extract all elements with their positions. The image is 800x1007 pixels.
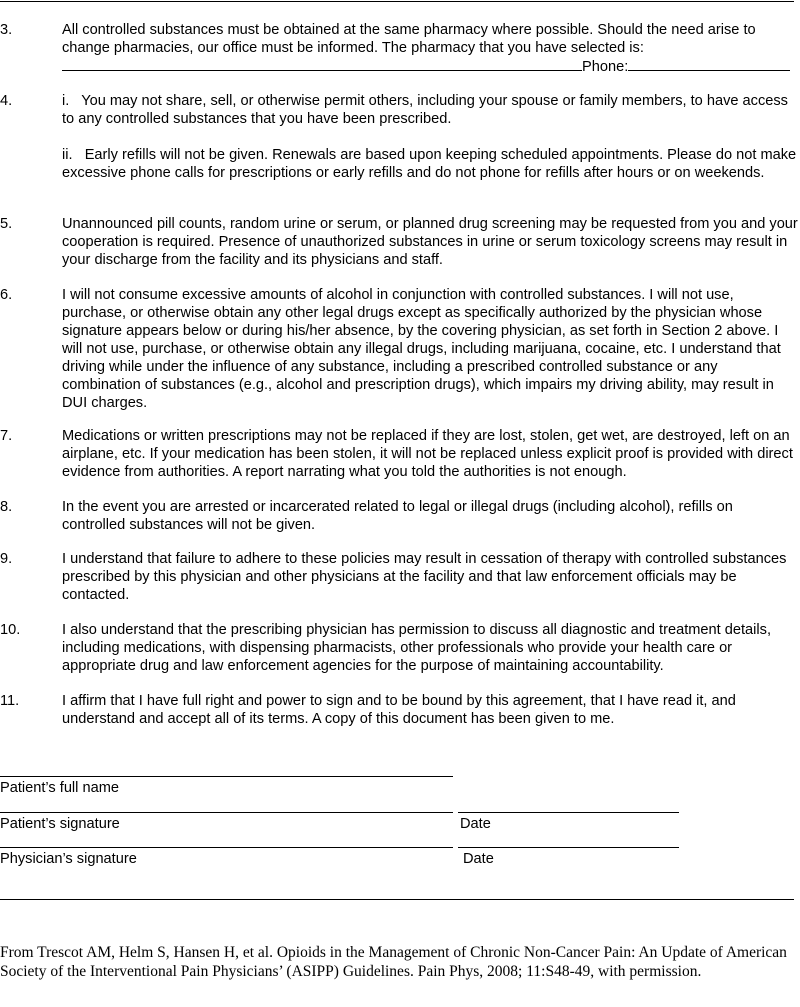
phone-label: Phone: (582, 59, 629, 75)
item-text: Medications or written prescriptions may not be replaced if they are lost, stolen, get wet, are destroyed, left on an airplane, etc. If your medication has been stolen, it will not be replaced unless explicit proof is provided with direct evidence from authorities. A report narrating what you told the authorities is not enough. (62, 428, 793, 480)
item-number: 6. (0, 287, 13, 303)
patient-name-label: Patient’s full name (0, 780, 119, 796)
item-number: 3. (0, 22, 13, 38)
item-text: Unannounced pill counts, random urine or serum, or planned drug screening may be requested from you and your cooperation is required. Presence of unauthorized substances in urine or serum toxicology screens may result in your discharge from the facility and its physicians and staff. (62, 216, 798, 268)
item-number: 10. (0, 622, 21, 638)
item-text: I will not consume excessive amounts of alcohol in conjunction with controlled substances. I will not use, purchase, or otherwise obtain any other legal drugs except as specifically authorized by the physician whose signature appears below or during his/her absence, by the covering physician, as set forth in Section 2 above. I will not use, purchase, or otherwise obtain any illegal drugs, including marijuana, cocaine, etc. I understand that driving while under the influence of any substance, including a prescribed controlled substance or any combination of substances (e.g., alcohol and prescription drugs), which impairs my driving ability, may result in DUI charges. (62, 287, 781, 411)
item-number: 7. (0, 428, 13, 444)
patient-date-label: Date (460, 816, 491, 832)
pharmacy-phone-row (62, 56, 800, 76)
patient-date-line[interactable] (458, 812, 679, 813)
item-number: 4. (0, 93, 13, 109)
item-text: I affirm that I have full right and power to sign and to be bound by this agreement, that I have read it, and understand and accept all of its terms. A copy of this document has been given to me. (62, 693, 736, 727)
patient-name-line[interactable] (0, 776, 453, 777)
item-text: In the event you are arrested or incarcerated related to legal or illegal drugs (including alcohol), refills on controlled substances will not be given. (62, 499, 733, 533)
item-text: All controlled substances must be obtained at the same pharmacy where possible. Should the need arise to change pharmacies, our office must be informed. The pharmacy that you have selected is: (62, 22, 756, 56)
phone-field[interactable] (628, 56, 790, 71)
item-number: 9. (0, 551, 13, 567)
pharmacy-field[interactable] (62, 56, 582, 71)
item-number: 11. (0, 693, 20, 709)
item-number: 8. (0, 499, 13, 515)
top-rule (0, 1, 794, 2)
physician-signature-line[interactable] (0, 847, 453, 848)
patient-signature-line[interactable] (0, 812, 453, 813)
bottom-rule (0, 899, 794, 900)
physician-date-label: Date (463, 851, 494, 867)
patient-signature-label: Patient’s signature (0, 816, 120, 832)
item-number: 5. (0, 216, 13, 232)
citation-footer: From Trescot AM, Helm S, Hansen H, et al. Opioids in the Management of Chronic Non-Cancer Pain: An Update of American Society of the Interventional Pain Physicians’ (ASIPP) Guidelines. Pain Phys, 2008; 11:S48-49, with permission. (0, 944, 787, 980)
item-text: I understand that failure to adhere to these policies may result in cessation of therapy with controlled substances prescribed by this physician and other physicians at the facility and that law enforcement officials may be contacted. (62, 551, 787, 603)
item-text: I also understand that the prescribing physician has permission to discuss all diagnostic and treatment details, including medications, with dispensing pharmacists, other professionals who provide your health care or appropriate drug and law enforcement agencies for the purpose of maintaining accountability. (62, 622, 771, 674)
physician-signature-label: Physician’s signature (0, 851, 137, 867)
item-text: i. You may not share, sell, or otherwise permit others, including your spouse or family members, to have access to any controlled substances that you have been prescribed. (62, 93, 793, 127)
item-text-2: ii. Early refills will not be given. Renewals are based upon keeping scheduled appointments. Please do not make excessive phone calls for prescriptions or early refills and do not phone for refills after hours or on weekends. (62, 147, 800, 181)
physician-date-line[interactable] (458, 847, 679, 848)
